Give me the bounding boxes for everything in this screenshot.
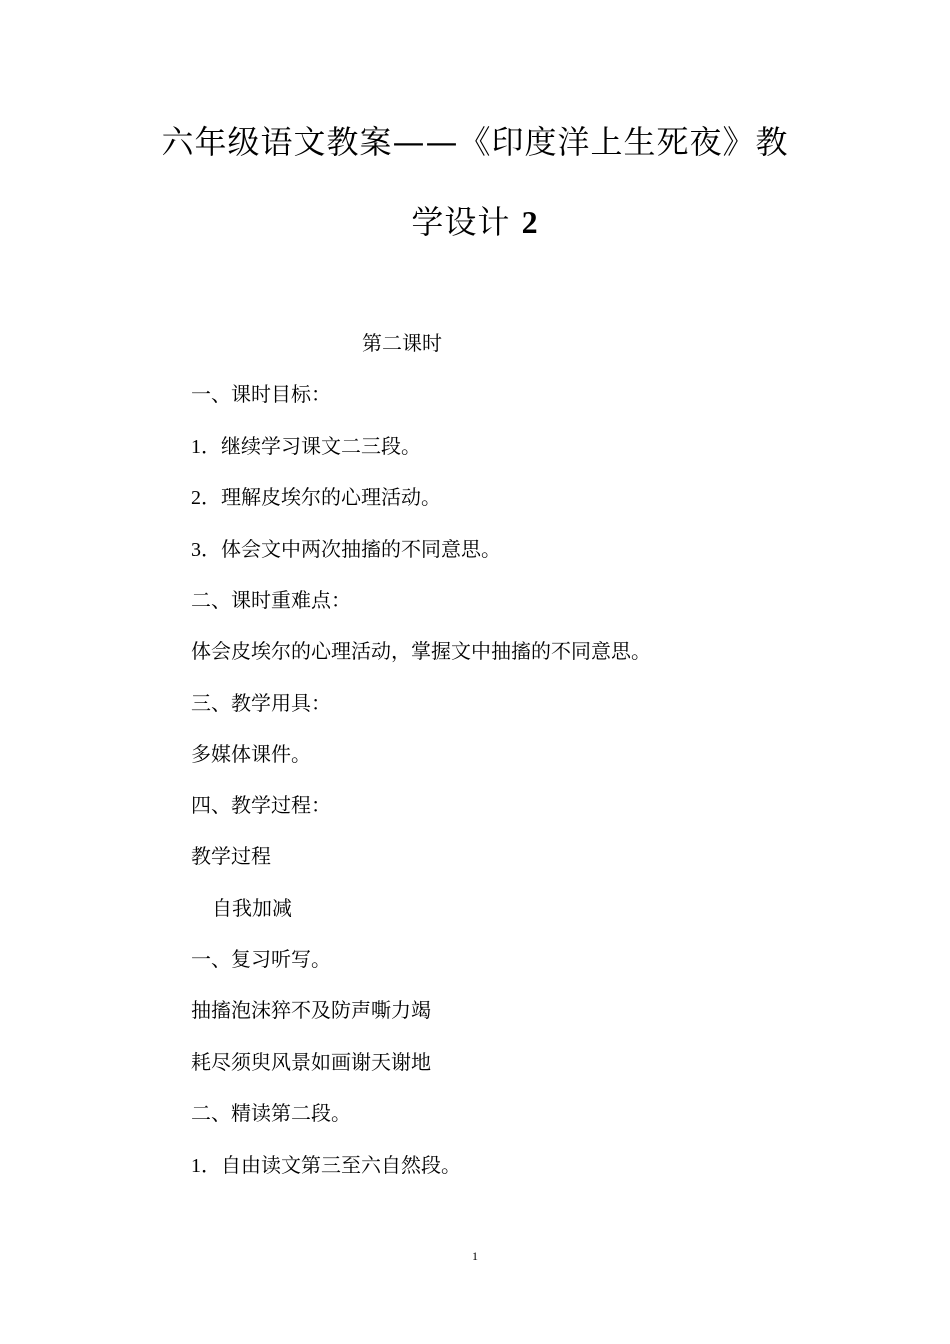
goal-text: ．体会文中两次抽搐的不同意思。	[201, 537, 501, 561]
goal-item-2	[191, 483, 441, 512]
heading-review-dictation: 一、复习听写。	[191, 947, 331, 971]
section-title: 第二课时	[362, 331, 442, 355]
dictation-words-2: 耗尽须臾风景如画谢天谢地	[191, 1050, 431, 1074]
goal-item-1	[191, 432, 421, 461]
document-title-text: 六年级语文教案——《印度洋上生死夜》教	[161, 123, 789, 161]
page-number: 1	[472, 1249, 478, 1263]
dictation-words-1: 抽搐泡沫猝不及防声嘶力竭	[191, 998, 431, 1022]
heading-close-reading: 二、精读第二段。	[191, 1101, 351, 1125]
heading-teaching-process: 四、教学过程：	[191, 793, 331, 817]
key-points-text: 体会皮埃尔的心理活动，掌握文中抽搐的不同意思。	[191, 639, 651, 663]
document-title-text-cont: 学设计	[411, 203, 511, 241]
document-title-line-1	[0, 122, 950, 162]
reading-step-1	[191, 1151, 461, 1180]
goal-number: 1	[191, 436, 201, 458]
step-text: ．自由读文第三至六自然段。	[201, 1153, 461, 1177]
self-adjust-label: 自我加减	[212, 896, 292, 920]
goal-number: 2	[191, 487, 201, 509]
document-title-line-2	[0, 202, 950, 242]
teaching-tools-text: 多媒体课件。	[191, 742, 311, 766]
heading-teaching-tools: 三、教学用具：	[191, 691, 331, 715]
document-title-number: 2	[521, 204, 539, 240]
teaching-process-label: 教学过程	[191, 844, 271, 868]
heading-key-points: 二、课时重难点：	[191, 588, 351, 612]
goal-item-3	[191, 535, 501, 564]
goal-text: ．理解皮埃尔的心理活动。	[201, 485, 441, 509]
heading-lesson-goals: 一、课时目标：	[191, 382, 331, 406]
goal-number: 3	[191, 539, 201, 561]
goal-text: ．继续学习课文二三段。	[201, 434, 421, 458]
step-number: 1	[191, 1155, 201, 1177]
